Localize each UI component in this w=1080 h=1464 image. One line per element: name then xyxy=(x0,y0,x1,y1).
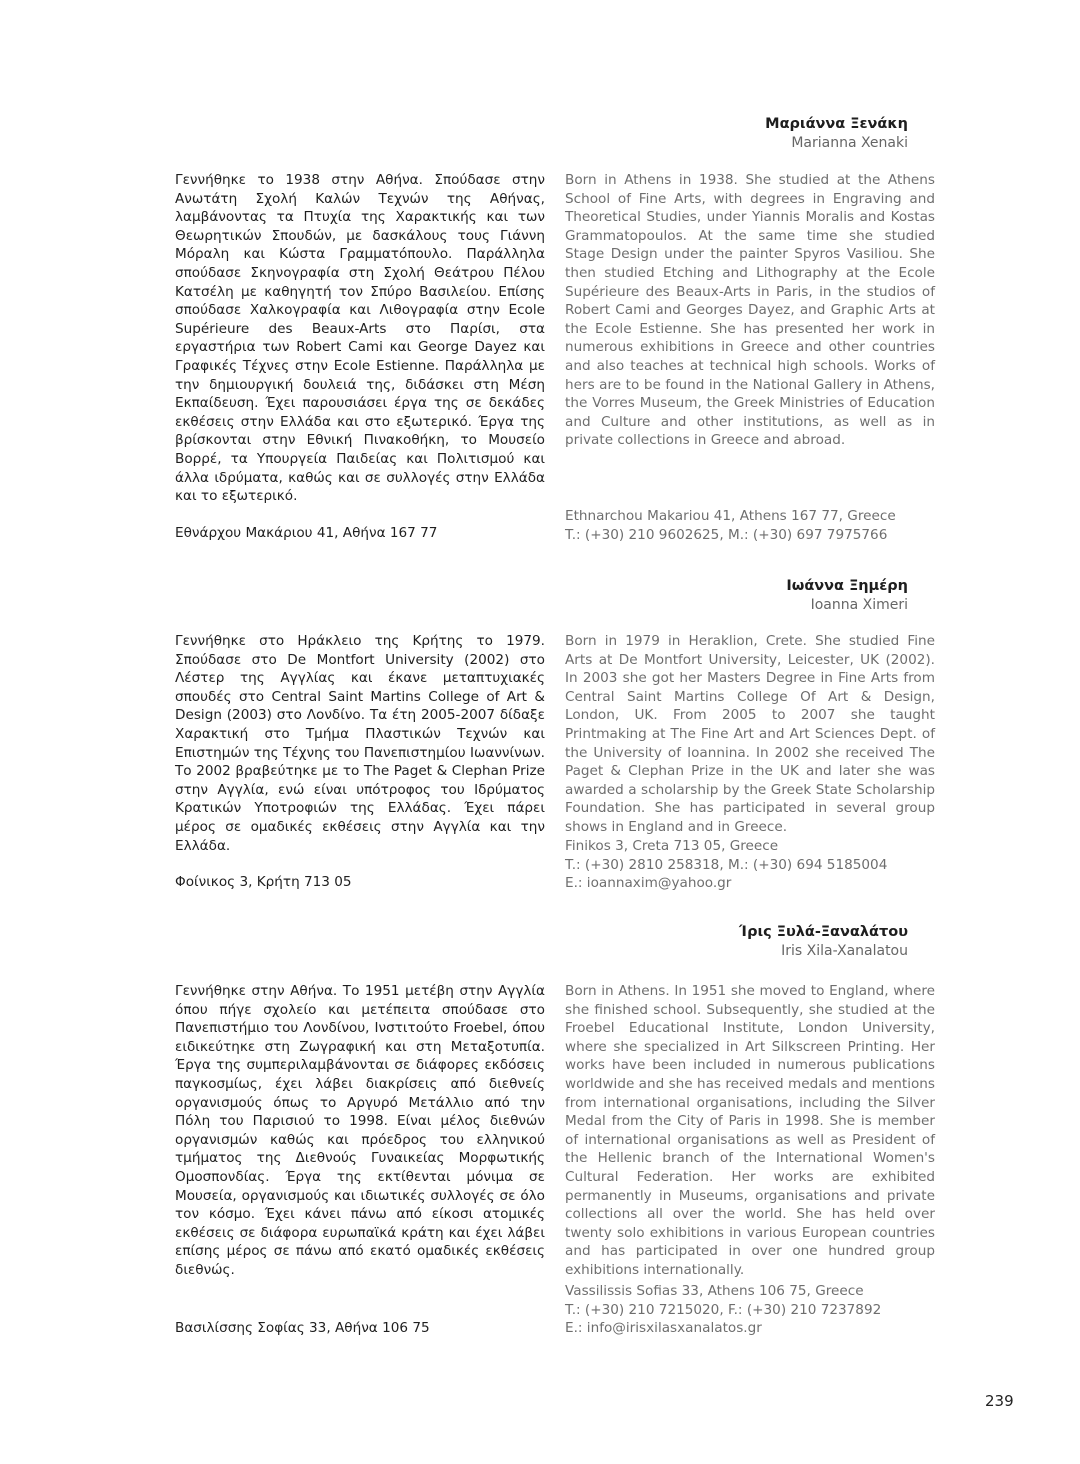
biography-greek xyxy=(175,632,545,855)
contact-email[interactable]: E.: info@irisxilasxanalatos.gr xyxy=(565,1320,762,1337)
biography-text: Born in Athens. In 1951 she moved to England, where she finished school. Subsequently, she studied at the Froebel Educational Institute, London University, where she specialized in Art Silkscreen Printing. Her works have been included in numerous publications worldwide and she has received medals and mentions from international organisations, including the Silver Medal from the City of Paris in 1998. She is member of international organisations as well as President of the Hellenic branch of the International Women's Cultural Federation. Her works are exhibited permanently in Museums, organisations and private collections all over the world. She has held over twenty solo exhibitions in various European countries and has participated in over one hundred group exhibitions internationally. xyxy=(565,983,935,1278)
artist-name-greek: Μαριάννα Ξενάκη xyxy=(765,116,908,132)
biography-english xyxy=(565,171,935,450)
biography-english xyxy=(565,982,935,1280)
biography-text: Γεννήθηκε στην Αθήνα. Το 1951 μετέβη στην Αγγλία όπου πήγε σχολείο και μετέπειτα σπούδασε στο Πανεπιστήμιο του Λονδίνου, Ινστιτούτο Froebel, όπου ειδικεύτηκε στη Ζωγραφική και στη Μεταξοτυπία. Έργα της συμπεριλαμβάνονται σε διάφορες εκδόσεις παγκοσμίως, έχει λάβει διακρίσεις από διεθνείς οργανισμούς όπως το Αργυρό Μετάλλιο από την Πόλη του Παρισιού το 1998. Είναι μέλος διεθνών οργανισμών καθώς και πρόεδρος του ελληνικού τμήματος της Διεθνούς Γυναικείας Μορφωτικής Ομοσπονδίας. Έργα της εκτίθενται μόνιμα σε Μουσεία, οργανισμούς και ιδιωτικές συλλογές σε όλο τον κόσμο. Έχει κάνει πάνω από είκοσι ατομικές εκθέσεις σε διάφορα ευρωπαϊκά κράτη και έχει λάβει επίσης μέρος σε πάνω από εκατό ομαδικές εκθέσεις διεθνώς. xyxy=(175,983,545,1278)
biography-text: Born in Athens in 1938. She studied at the Athens School of Fine Arts, with degrees in Engraving and Theoretical Studies, under Yiannis Moralis and Kostas Grammatopoulos. At the same time she studied Stage Design under the painter Spyros Vasiliou. She then studied Etching and Lithography at the Ecole Supérieure des Beaux-Arts in Paris, in the studios of Robert Cami and Georges Dayez, and Graphic Arts at the Ecole Estienne. She has presented her work in numerous exhibitions in Greece and other countries and also teaches at technical high schools. Works of hers are to be found in the National Gallery in Athens, the Vorres Museum, the Greek Ministries of Education and Culture and other institutions, as well as in private collections in Greece and abroad. xyxy=(565,172,935,449)
contact-phone: T.: (+30) 2810 258318, M.: (+30) 694 5185004 xyxy=(565,856,888,873)
contact-address: Ethnarchou Makariou 41, Athens 167 77, Greece xyxy=(565,508,896,524)
contact-email[interactable]: E.: ioannaxim@yahoo.gr xyxy=(565,875,732,892)
contact-address: Vassilissis Sofias 33, Athens 106 75, Greece xyxy=(565,1283,864,1299)
contact-english xyxy=(565,507,896,544)
biography-text: Born in 1979 in Heraklion, Crete. She studied Fine Arts at De Montfort University, Leicester, UK (2002). In 2003 she got her Masters Degree in Fine Arts from Central Saint Martins College Of Art & Design, London, UK. From 2005 to 2007 she taught Printmaking at The Fine Art and Art Sciences Dept. of the University of Ioannina. In 2002 she received The Paget & Clephan Prize in the UK and later she was awarded a scholarship by the Greek State Scholarship Foundation. She has participated in several group shows in England and in Greece. xyxy=(565,633,935,835)
page-number: 239 xyxy=(985,1392,1014,1410)
address-greek: Φοίνικος 3, Κρήτη 713 05 xyxy=(175,874,352,890)
artist-name-greek: Ίρις Ξυλά-Ξαναλάτου xyxy=(738,924,908,940)
address-greek: Εθνάρχου Μακάριου 41, Αθήνα 167 77 xyxy=(175,525,438,541)
contact-english xyxy=(565,1282,881,1338)
artist-heading xyxy=(765,115,908,152)
biography-greek xyxy=(175,171,545,506)
biography-text: Γεννήθηκε το 1938 στην Αθήνα. Σπούδασε στην Ανωτάτη Σχολή Καλών Τεχνών της Αθήνας, λαμβάνοντας τα Πτυχία της Χαρακτικής και των Θεωρητικών Σπουδών, με δασκάλους τους Γιάννη Μόραλη και Κώστα Γραμματόπουλο. Παράλληλα σπούδασε Σκηνογραφία στη Σχολή Θεάτρου Πέλου Κατσέλη με καθηγητή τον Σπύρο Βασιλείου. Επίσης σπούδασε Χαλκογραφία και Λιθογραφία στην Ecole Supérieure des Beaux-Arts στο Παρίσι, στα εργαστήρια των Robert Cami και George Dayez και Γραφικές Τέχνες στην Ecole Estienne. Παράλληλα με την δημιουργική δουλειά της, διδάσκει στη Μέση Εκπαίδευση. Έχει παρουσιάσει έργα της σε δεκάδες εκθέσεις στην Ελλάδα και στο εξωτερικό. Έργα της βρίσκονται στην Εθνική Πινακοθήκη, το Μουσείο Βορρέ, τα Υπουργεία Παιδείας και Πολιτισμού και άλλα ιδρύματα, καθώς και σε συλλογές στην Ελλάδα και το εξωτερικό. xyxy=(175,172,545,505)
artist-name-greek: Ιωάννα Ξημέρη xyxy=(786,578,908,594)
biography-text: Γεννήθηκε στο Ηράκλειο της Κρήτης το 1979. Σπούδασε στο De Montfort University (2002) στο Λέστερ της Αγγλίας και έκανε μεταπτυχιακές σπουδές στο Central Saint Martins College of Art & Design (2003) στο Λονδίνο. Τα έτη 2005-2007 δίδαξε Χαρακτική στο Τμήμα Πλαστικών Τεχνών και Επιστημών της Τέχνης του Πανεπιστημίου Ιωαννίνων. Το 2002 βραβεύτηκε με το The Paget & Clephan Prize στην Αγγλία, ενώ είναι υπότροφος του Ιδρύματος Κρατικών Υποτροφιών της Ελλάδας. Έχει πάρει μέρος σε ομαδικές εκθέσεις στην Αγγλία και την Ελλάδα. xyxy=(175,633,545,854)
contact-phone: T.: (+30) 210 9602625, M.: (+30) 697 7975766 xyxy=(565,526,888,543)
artist-name-english: Ioanna Ximeri xyxy=(810,597,908,613)
contact-address: Finikos 3, Creta 713 05, Greece xyxy=(565,838,779,854)
biography-english xyxy=(565,632,935,837)
biography-greek xyxy=(175,982,545,1280)
artist-heading xyxy=(786,577,908,614)
contact-english xyxy=(565,837,887,893)
artist-name-english: Marianna Xenaki xyxy=(791,135,908,151)
contact-phone: T.: (+30) 210 7215020, F.: (+30) 210 7237892 xyxy=(565,1301,882,1318)
artist-name-english: Iris Xila-Xanalatou xyxy=(781,943,908,959)
artist-heading xyxy=(739,923,908,960)
address-greek: Βασιλίσσης Σοφίας 33, Αθήνα 106 75 xyxy=(175,1320,430,1336)
